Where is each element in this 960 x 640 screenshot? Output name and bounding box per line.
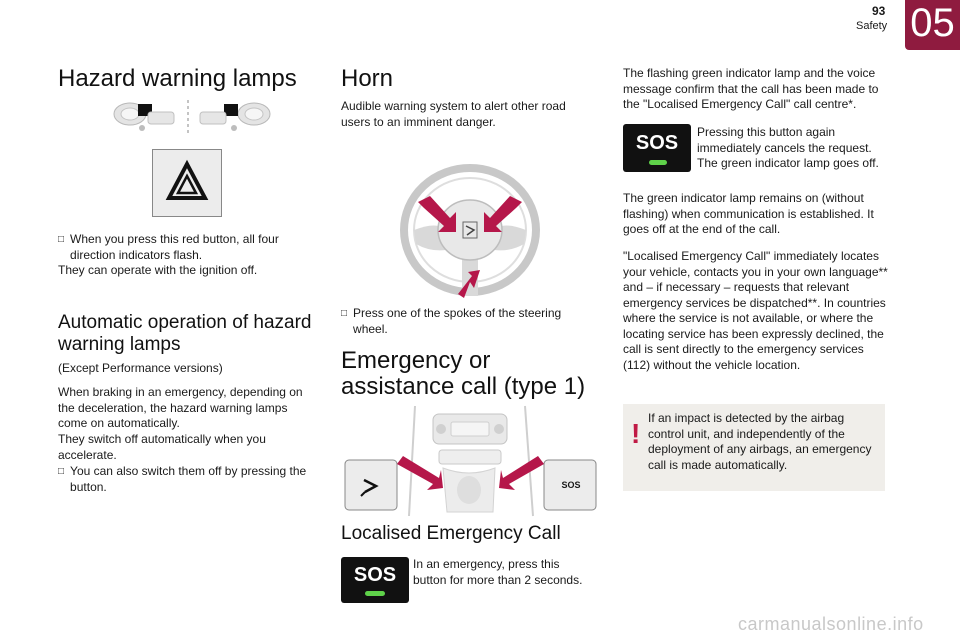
- notice-box: [623, 404, 885, 491]
- chapter-tab: 05: [905, 0, 960, 50]
- hazard-title: Hazard warning lamps: [58, 65, 297, 92]
- notice-text: If an impact is detected by the airbag control unit, and independently of the deployment of any airbags, an emergency call is made automatically.: [648, 411, 872, 472]
- hazard-triangle-icon: [153, 150, 221, 216]
- cancel-request-text: Pressing this button again immediately cancels the request. The green indicator lamp goes off.: [697, 125, 879, 170]
- green-led-icon: [649, 160, 667, 165]
- horn-title: Horn: [341, 65, 394, 92]
- braking-text: When braking in an emergency, depending on the deceleration, the hazard warning lamps come on automatically.: [58, 385, 303, 430]
- sos-label: SOS: [353, 564, 397, 586]
- confirm-text: The flashing green indicator lamp and the voice message confirm that the call has been made to the "Localised Emergency Call" call centre*.: [623, 66, 879, 111]
- page-number: 93: [872, 4, 886, 18]
- section-title: Safety: [856, 20, 888, 32]
- arrow-left-console-icon: [397, 456, 443, 490]
- watermark: carmanualsonline.info: [738, 614, 924, 634]
- sos-label-console: SOS: [561, 480, 581, 490]
- sos-button-illustration-2: [623, 124, 691, 172]
- square-bullet-icon: □: [341, 308, 348, 319]
- switch-off-text: They switch off automatically when you accelerate.: [58, 432, 266, 462]
- sos-button-illustration: [341, 557, 409, 603]
- square-bullet-icon: □: [58, 466, 65, 477]
- console-illustration: [343, 404, 598, 524]
- localised-info-text: "Localised Emergency Call" immediately locates your vehicle, contacts you in your own language** and – if necessary – requests that relevant emergency services be dispatched**. In countries where the service is not available, or where the locating service has been expressly declined, the call is sent directly to the emergency services (112) without the vehicle location.: [623, 249, 888, 372]
- except-performance-text: (Except Performance versions): [58, 361, 223, 375]
- auto-hazard-title: Automatic operation of hazard warning lamps: [58, 312, 312, 355]
- switch-off-bullet: □ You can also switch them off by pressing the button.: [58, 464, 307, 494]
- warning-exclamation-icon: !: [631, 418, 641, 449]
- horn-bullet: □ Press one of the spokes of the steering wheel.: [341, 306, 562, 336]
- steering-wheel-horn-illustration: [400, 160, 540, 305]
- hazard-button-illustration: [152, 149, 222, 217]
- localised-call-title: Localised Emergency Call: [341, 523, 561, 544]
- square-bullet-icon: □: [58, 234, 65, 245]
- lamp-steady-text: The green indicator lamp remains on (without flashing) when communication is established. It goes off at the end of the call.: [623, 191, 874, 236]
- sos-label-2: SOS: [635, 132, 679, 154]
- hazard-ignition-text: They can operate with the ignition off.: [58, 263, 258, 277]
- steering-wheel-left-icon: [114, 103, 174, 131]
- emergency-title: Emergency or assistance call (type 1): [341, 347, 586, 401]
- hazard-bullet: □ When you press this red button, all four direction indicators flash.: [58, 232, 279, 262]
- steering-wheels-illustration: [108, 98, 278, 143]
- arrow-right-console-icon: [499, 456, 544, 490]
- sos-press-text: In an emergency, press this button for more than 2 seconds.: [413, 557, 583, 587]
- steering-wheel-right-icon: [200, 103, 270, 131]
- horn-text: Audible warning system to alert other road users to an imminent danger.: [341, 99, 566, 129]
- green-led-icon: [365, 591, 385, 596]
